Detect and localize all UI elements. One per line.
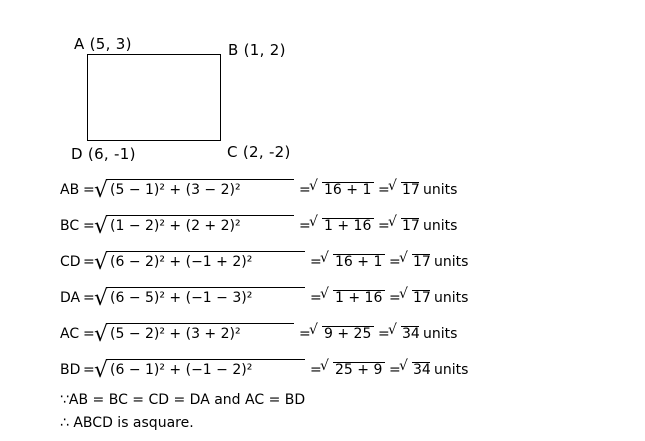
- equals-sign: =: [310, 254, 322, 270]
- sqrt-icon: √: [320, 250, 329, 266]
- equation-lhs: CD: [60, 254, 81, 270]
- equation-lhs: AB: [60, 182, 80, 198]
- radical-bar: [107, 179, 294, 180]
- unit-text: units: [423, 182, 458, 198]
- vertex-label-c: C (2, -2): [227, 143, 291, 161]
- equals-sign: =: [389, 362, 401, 378]
- unit-text: units: [423, 218, 458, 234]
- sqrt-icon: √: [94, 322, 109, 347]
- radical-bar: [107, 251, 305, 252]
- equation-lhs: BC: [60, 218, 80, 234]
- radical-bar: [107, 287, 305, 288]
- equals-sign: =: [299, 326, 311, 342]
- sqrt-icon: √: [309, 214, 318, 230]
- result-radicand: 17: [402, 218, 420, 234]
- sqrt-icon: √: [388, 178, 397, 194]
- sqrt-icon: √: [94, 250, 109, 275]
- sqrt-icon: √: [388, 322, 397, 338]
- radical-bar: [107, 215, 294, 216]
- result-radicand: 17: [402, 182, 420, 198]
- step-radicand: 16 + 1: [335, 254, 383, 270]
- equals-sign: =: [83, 290, 95, 306]
- unit-text: units: [423, 326, 458, 342]
- unit-text: units: [434, 290, 469, 306]
- result-radicand: 17: [413, 290, 431, 306]
- equation-lhs: DA: [60, 290, 81, 306]
- unit-text: units: [434, 254, 469, 270]
- equals-sign: =: [83, 326, 95, 342]
- result-radicand: 34: [402, 326, 420, 342]
- result-radicand: 34: [413, 362, 431, 378]
- equals-sign: =: [83, 218, 95, 234]
- radical-bar: [107, 359, 305, 360]
- radicand: (1 − 2)² + (2 + 2)²: [110, 218, 241, 234]
- sqrt-icon: √: [309, 178, 318, 194]
- radicand: (5 − 1)² + (3 − 2)²: [110, 182, 241, 198]
- equals-sign: =: [310, 290, 322, 306]
- equation-lhs: BD: [60, 362, 81, 378]
- vertex-label-a: A (5, 3): [74, 35, 132, 53]
- step-radicand: 16 + 1: [324, 182, 372, 198]
- therefore-statement: ∴ ABCD is asquare.: [60, 415, 194, 431]
- sqrt-icon: √: [320, 286, 329, 302]
- step-radicand: 25 + 9: [335, 362, 383, 378]
- equation-lhs: AC: [60, 326, 80, 342]
- vertex-label-b: B (1, 2): [228, 41, 286, 59]
- since-statement: ∵AB = BC = CD = DA and AC = BD: [60, 392, 306, 408]
- vertex-label-d: D (6, -1): [71, 145, 136, 163]
- step-radicand: 1 + 16: [335, 290, 383, 306]
- sqrt-icon: √: [94, 286, 109, 311]
- equals-sign: =: [310, 362, 322, 378]
- equals-sign: =: [299, 182, 311, 198]
- equals-sign: =: [83, 182, 95, 198]
- radicand: (6 − 1)² + (−1 − 2)²: [110, 362, 253, 378]
- radicand: (6 − 5)² + (−1 − 3)²: [110, 290, 253, 306]
- equals-sign: =: [389, 290, 401, 306]
- step-radicand: 9 + 25: [324, 326, 372, 342]
- equals-sign: =: [83, 254, 95, 270]
- result-radicand: 17: [413, 254, 431, 270]
- unit-text: units: [434, 362, 469, 378]
- equals-sign: =: [389, 254, 401, 270]
- equals-sign: =: [299, 218, 311, 234]
- sqrt-icon: √: [320, 358, 329, 374]
- sqrt-icon: √: [399, 250, 408, 266]
- sqrt-icon: √: [94, 178, 109, 203]
- sqrt-icon: √: [94, 358, 109, 383]
- step-radicand: 1 + 16: [324, 218, 372, 234]
- quadrilateral-abcd: [87, 54, 221, 141]
- sqrt-icon: √: [399, 358, 408, 374]
- equals-sign: =: [378, 326, 390, 342]
- radicand: (5 − 2)² + (3 + 2)²: [110, 326, 241, 342]
- equals-sign: =: [378, 182, 390, 198]
- equals-sign: =: [378, 218, 390, 234]
- sqrt-icon: √: [388, 214, 397, 230]
- radicand: (6 − 2)² + (−1 + 2)²: [110, 254, 253, 270]
- equals-sign: =: [83, 362, 95, 378]
- sqrt-icon: √: [309, 322, 318, 338]
- sqrt-icon: √: [94, 214, 109, 239]
- radical-bar: [107, 323, 294, 324]
- sqrt-icon: √: [399, 286, 408, 302]
